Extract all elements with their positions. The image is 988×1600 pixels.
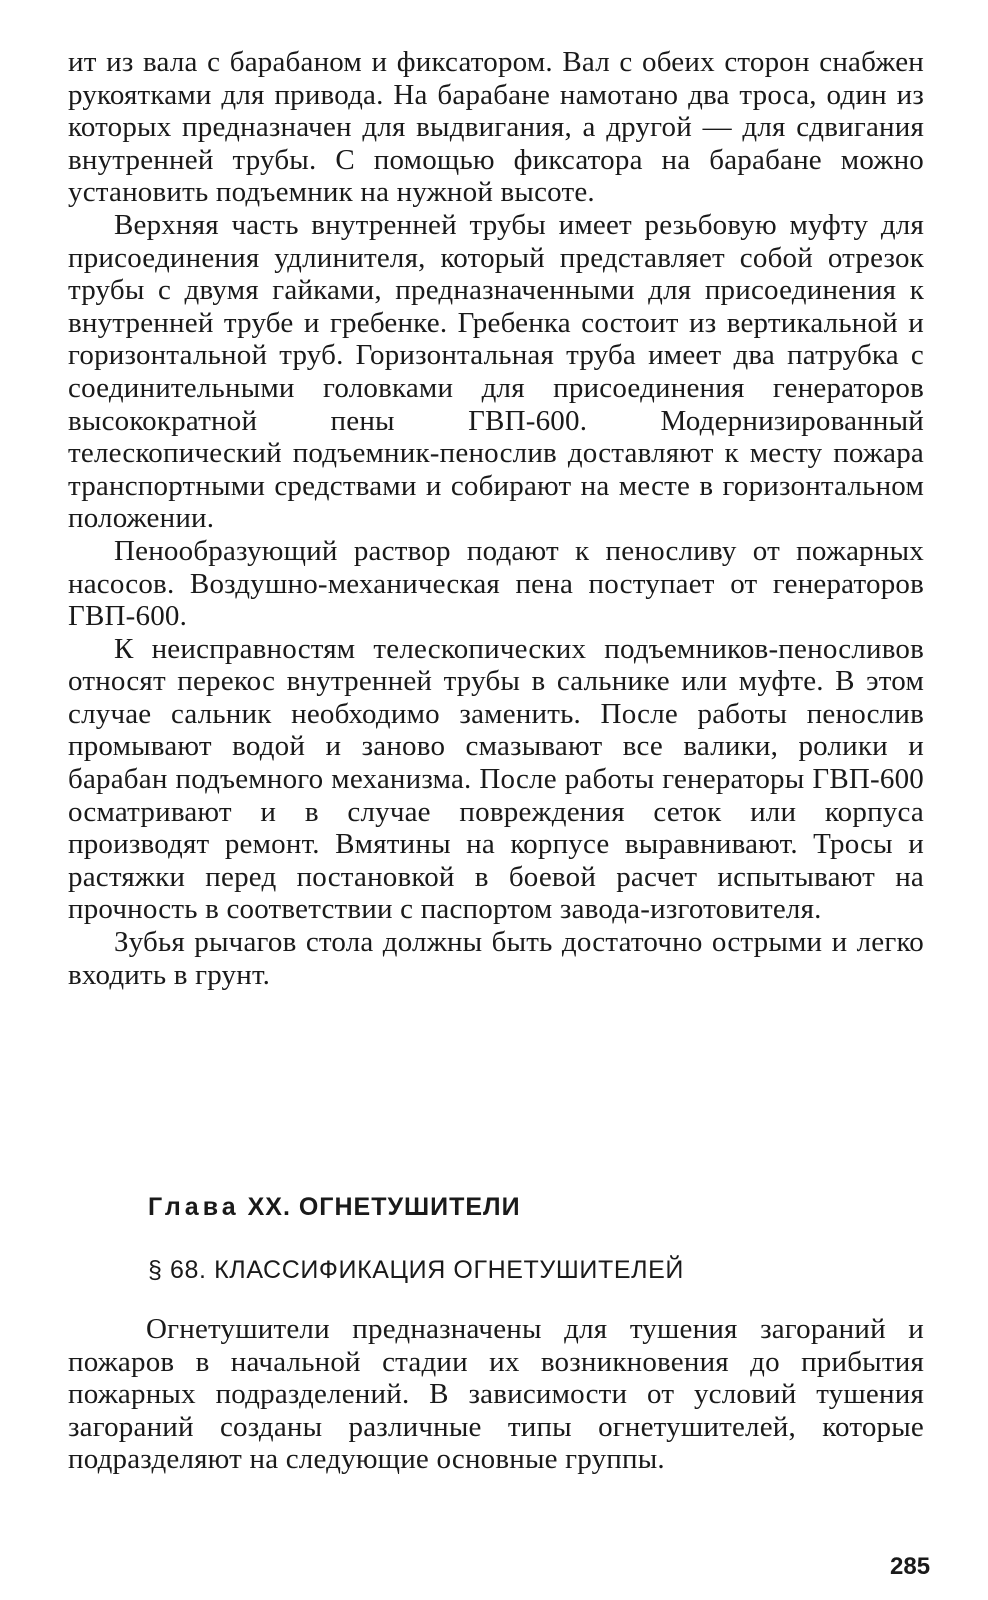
chapter-heading bbox=[148, 1193, 521, 1222]
chapter-label: Глава bbox=[148, 1193, 240, 1221]
page-number: 285 bbox=[890, 1553, 931, 1580]
paragraph-table-teeth: Зубья рычагов стола должны быть достаточно острыми и легко входить в грунт. bbox=[68, 926, 924, 991]
paragraph-upper-pipe: Верхняя часть внутренней трубы имеет резьбовую муфту для присоединения удлинителя, который представляет собой отрезок трубы с двумя гайками, предназначенными для присоединения к внутренней трубе и гребенке. Гребенка состоит из вертикальной и горизонтальной труб. Горизонтальная труба имеет два патрубка с соединительными головками для присоединения генераторов высокократной пены ГВП-600. Модернизированный телескопический подъемник-пенослив доставляют к месту пожара транспортными средствами и собирают на месте в горизонтальном положении. bbox=[68, 208, 924, 535]
chapter-title: XX. ОГНЕТУШИТЕЛИ bbox=[247, 1193, 521, 1221]
paragraph-intro: Огнетушители предназначены для тушения загораний и пожаров в начальной стадии их возникновения до прибытия пожарных подразделений. В зависимости от условий тушения загораний созданы различные типы огнетушителей, которые подразделяют на следующие основные группы. bbox=[68, 1313, 924, 1476]
paragraph-foam-solution: Пенообразующий раствор подают к пеносливу от пожарных насосов. Воздушно-механическая пена поступает от генераторов ГВП-600. bbox=[68, 534, 924, 633]
section-heading: § 68. КЛАССИФИКАЦИЯ ОГНЕТУШИТЕЛЕЙ bbox=[148, 1256, 684, 1284]
paragraph-malfunctions: К неисправностям телескопических подъемников-пеносливов относят перекос внутренней трубы в сальнике или муфте. В этом случае сальник необходимо заменить. После работы пенослив промывают водой и заново смазывают все валики, ролики и барабан подъемного механизма. После работы генераторы ГВП-600 осматривают и в случае повреждения сеток или корпуса производят ремонт. Вмятины на корпусе выравнивают. Тросы и растяжки перед постановкой в боевой расчет испытывают на прочность в соответствии с паспортом завода-изготовителя. bbox=[68, 632, 924, 926]
paragraph-continuation: ит из вала с барабаном и фиксатором. Вал с обеих сторон снабжен рукоятками для привода. На барабане намотано два троса, один из которых предназначен для выдвигания, а другой — для сдвигания внутренней трубы. С помощью фиксатора на барабане можно установить подъемник на нужной высоте. bbox=[68, 46, 924, 209]
body-text bbox=[68, 46, 924, 991]
section-intro bbox=[68, 1313, 924, 1476]
